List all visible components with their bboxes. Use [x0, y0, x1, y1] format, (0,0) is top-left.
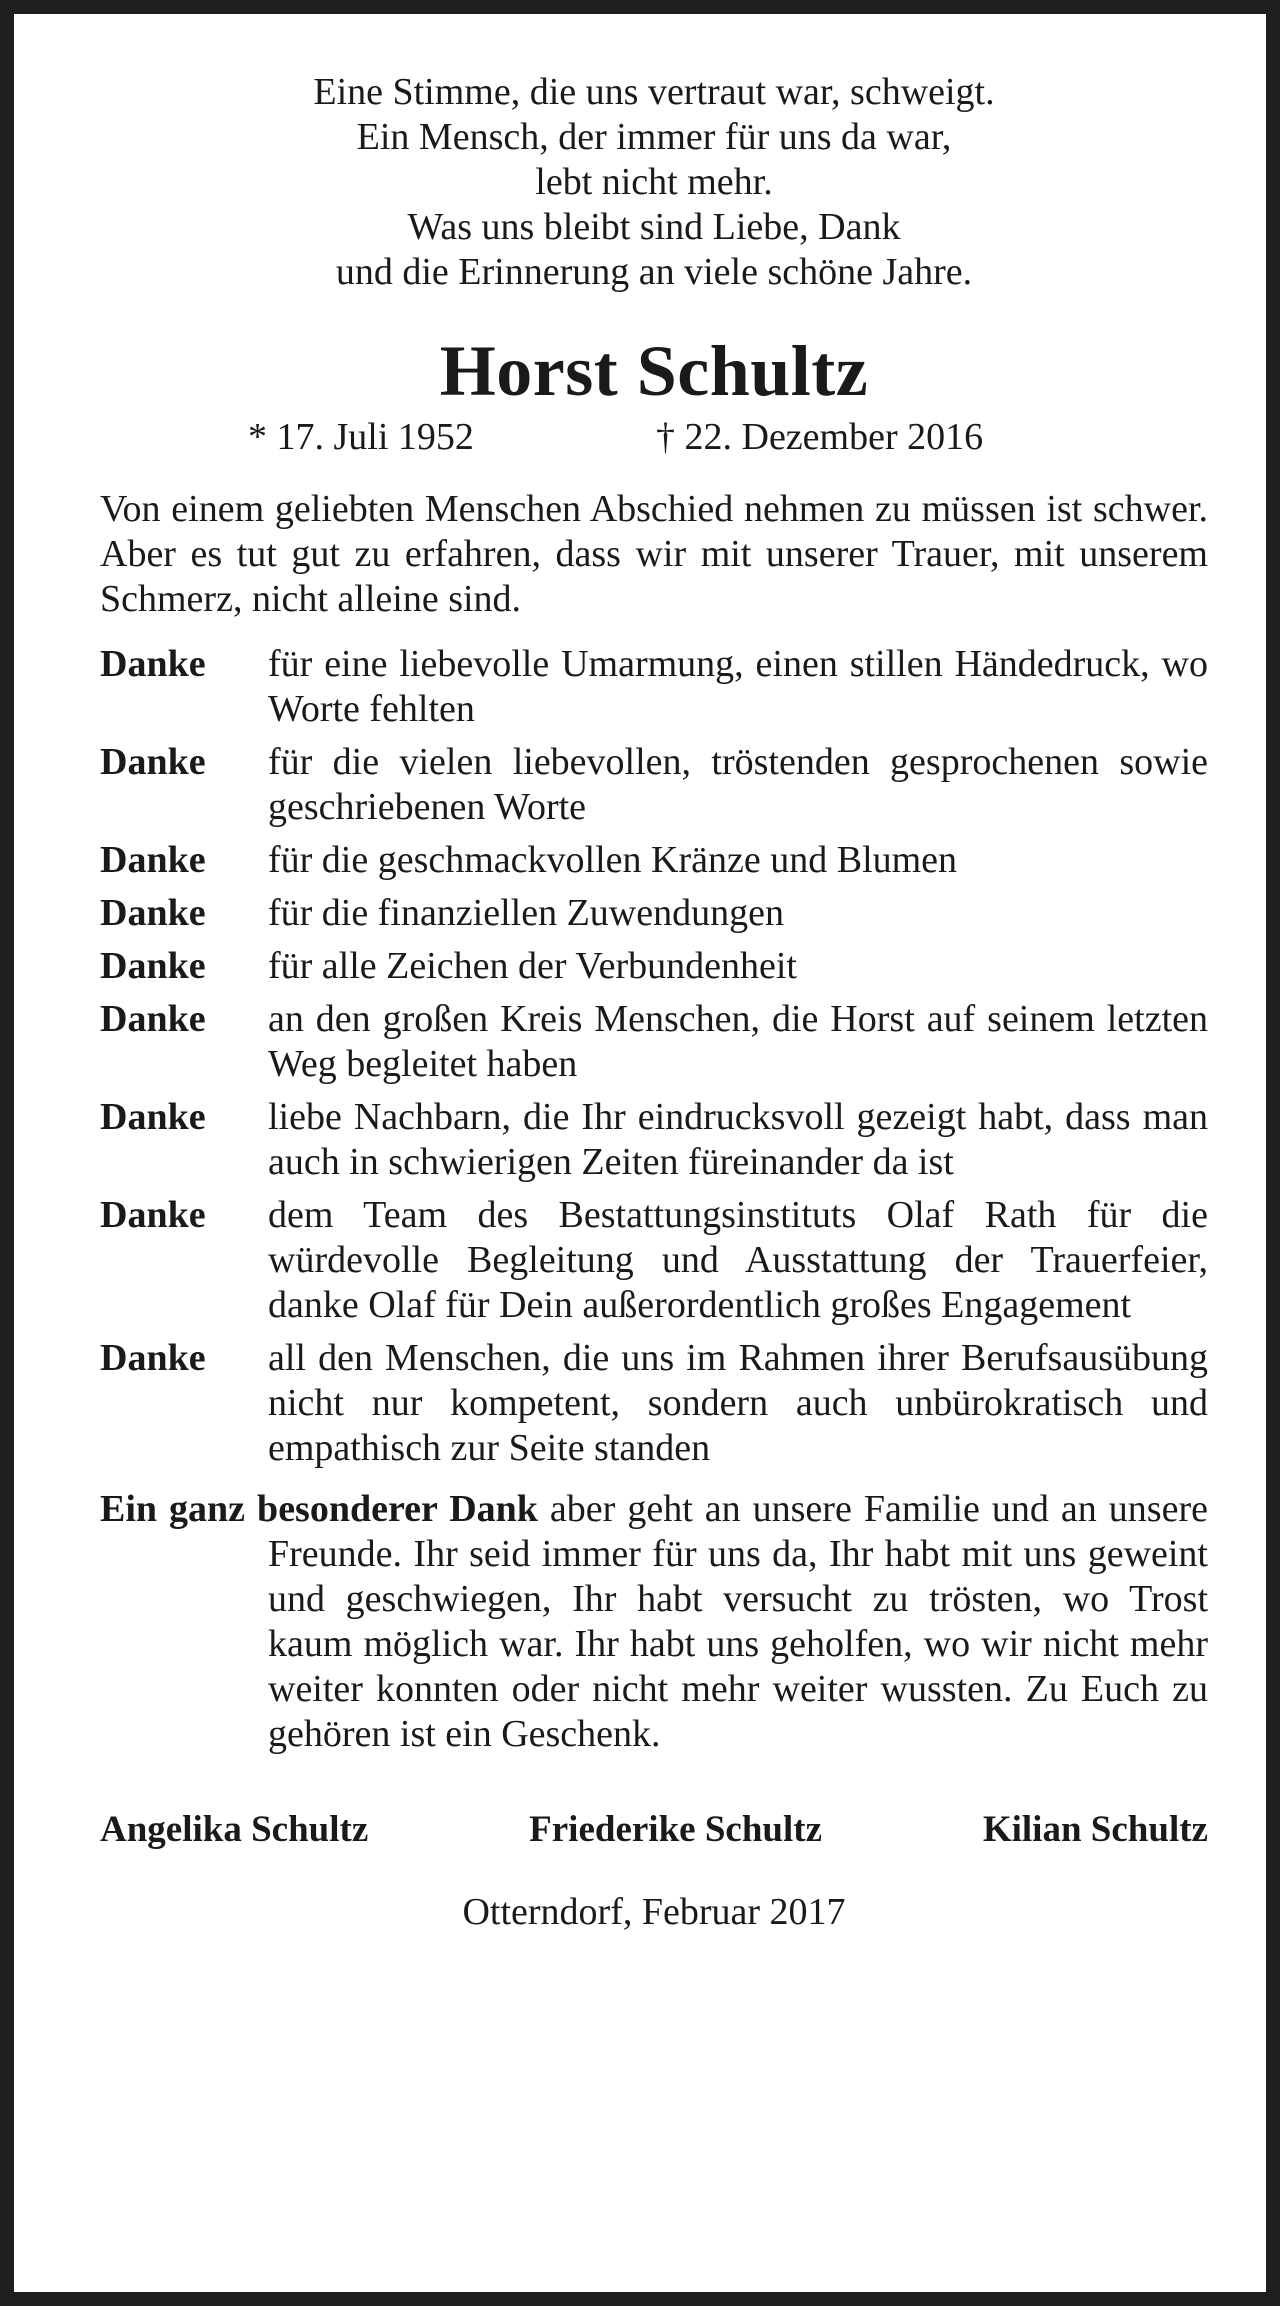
- thanks-label: Danke: [100, 1337, 206, 1379]
- thanks-text: für die vielen liebevollen, tröstenden gesprochenen sowie geschriebenen Worte: [268, 741, 1208, 828]
- thanks-item: [100, 891, 1208, 936]
- birth-date: * 17. Juli 1952: [248, 416, 474, 458]
- thanks-label: Danke: [100, 741, 206, 783]
- thanks-item: [100, 1193, 1208, 1328]
- death-date: † 22. Dezember 2016: [656, 416, 984, 458]
- thanks-item: [100, 997, 1208, 1087]
- thanks-item: [100, 944, 1208, 989]
- memorial-poem: [100, 70, 1208, 295]
- thanks-text: an den großen Kreis Menschen, die Horst auf seinem letzten Weg begleitet haben: [268, 998, 1208, 1085]
- poem-line: und die Erinnerung an viele schöne Jahre.: [335, 251, 973, 293]
- thanks-text: liebe Nachbarn, die Ihr eindrucksvoll gezeigt habt, dass man auch in schwierigen Zeiten füreinander da ist: [268, 1096, 1208, 1183]
- thanks-label: Danke: [100, 998, 206, 1040]
- thanks-label: Danke: [100, 643, 206, 685]
- thanks-label: Danke: [100, 945, 206, 987]
- thanks-label: Danke: [100, 1194, 206, 1236]
- special-thanks-text: aber geht an unsere Familie und an unsere Freunde. Ihr seid immer für uns da, Ihr habt mit uns geweint und geschwiegen, Ihr habt versucht zu trösten, wo Trost kaum möglich war. Ihr habt uns geholfen, wo wir nicht mehr weiter konnten oder nicht mehr weiter wussten. Zu Euch zu gehören ist ein Geschenk.: [268, 1488, 1208, 1755]
- poem-line: Ein Mensch, der immer für uns da war,: [356, 116, 952, 158]
- signature-name: Kilian Schultz: [982, 1809, 1208, 1850]
- deceased-name: Horst Schultz: [439, 331, 869, 411]
- thanks-item: [100, 1095, 1208, 1185]
- thanks-item: [100, 642, 1208, 732]
- poem-line: Was uns bleibt sind Liebe, Dank: [407, 206, 901, 248]
- signature-name: Angelika Schultz: [100, 1809, 369, 1850]
- special-thanks-lead: Ein ganz besonderer Dank: [100, 1488, 538, 1530]
- thanks-list: [100, 642, 1208, 1471]
- thanks-label: Danke: [100, 1096, 206, 1138]
- special-thanks-paragraph: [100, 1487, 1208, 1757]
- place-and-date: Otterndorf, Februar 2017: [462, 1891, 846, 1933]
- thanks-label: Danke: [100, 839, 206, 881]
- notice-content: [100, 70, 1208, 1935]
- thanks-item: [100, 740, 1208, 830]
- signature-name: Friederike Schultz: [529, 1809, 822, 1850]
- life-dates: [100, 415, 1208, 465]
- thanks-text: all den Menschen, die uns im Rahmen ihrer Berufsausübung nicht nur kompetent, sondern auch unbürokratisch und empathisch zur Seite standen: [268, 1337, 1208, 1469]
- thanks-text: für die geschmackvollen Kränze und Blumen: [268, 839, 958, 881]
- thanks-text: dem Team des Bestattungsinstituts Olaf Rath für die würdevolle Begleitung und Ausstattung der Trauerfeier, danke Olaf für Dein außerordentlich großes Engagement: [268, 1194, 1208, 1326]
- thanks-text: für alle Zeichen der Verbundenheit: [268, 945, 797, 987]
- thanks-item: [100, 1336, 1208, 1471]
- intro-paragraph: Von einem geliebten Menschen Abschied nehmen zu müssen ist schwer. Aber es tut gut zu erfahren, dass wir mit unserer Trauer, mit unserem Schmerz, nicht alleine sind.: [100, 488, 1208, 620]
- thanks-text: für die finanziellen Zuwendungen: [268, 892, 784, 934]
- poem-line: Eine Stimme, die uns vertraut war, schweigt.: [313, 71, 995, 113]
- thanks-text: für eine liebevolle Umarmung, einen stillen Händedruck, wo Worte fehlten: [268, 643, 1208, 730]
- poem-line: lebt nicht mehr.: [535, 161, 773, 203]
- thanks-label: Danke: [100, 892, 206, 934]
- thanks-item: [100, 838, 1208, 883]
- signatures: [100, 1807, 1208, 1852]
